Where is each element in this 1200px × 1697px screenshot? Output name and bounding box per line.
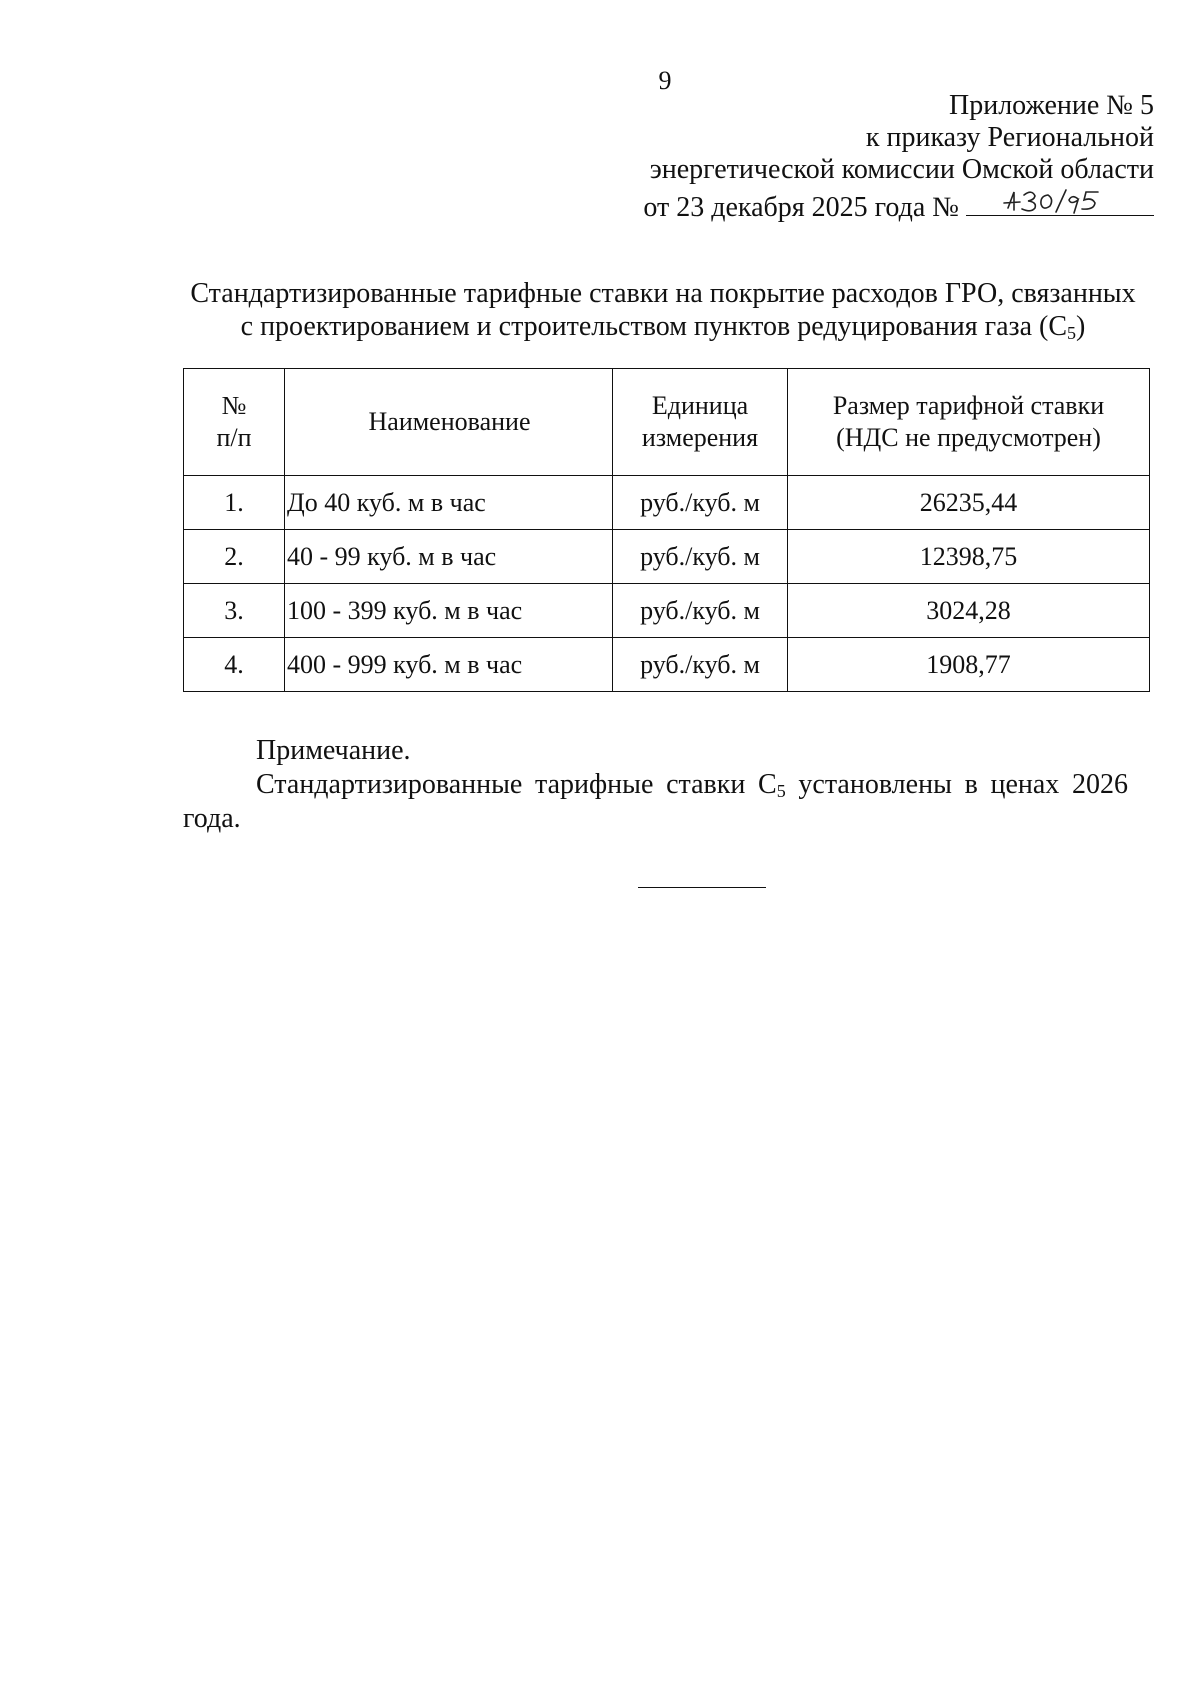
order-date: от 23 декабря 2025 года № <box>643 192 959 223</box>
page-number: 9 <box>658 66 672 95</box>
row-rate: 3024,28 <box>788 584 1150 638</box>
table-row <box>184 584 1150 638</box>
header-unit: Единица измерения <box>613 369 788 476</box>
document-title <box>168 277 1158 343</box>
table-row <box>184 476 1150 530</box>
table-header-row <box>184 369 1150 476</box>
row-number: 1. <box>184 476 285 530</box>
commission-name: энергетической комиссии Омской области <box>649 154 1154 185</box>
title-line-1: Стандартизированные тарифные ставки на покрытие расходов ГРО, связанных <box>190 278 1136 309</box>
row-unit: руб./куб. м <box>613 530 788 584</box>
title-line-2-text: с проектированием и строительством пунктов редуцирования газа (С <box>240 311 1068 342</box>
row-rate: 12398,75 <box>788 530 1150 584</box>
row-unit: руб./куб. м <box>613 476 788 530</box>
order-reference: к приказу Региональной <box>865 122 1154 153</box>
row-name: До 40 куб. м в час <box>285 476 613 530</box>
title-line-2 <box>168 310 1158 343</box>
header-name: Наименование <box>285 369 613 476</box>
row-number: 3. <box>184 584 285 638</box>
header-number: № п/п <box>184 369 285 476</box>
row-name: 400 - 999 куб. м в час <box>285 638 613 692</box>
row-unit: руб./куб. м <box>613 638 788 692</box>
title-line-2-end: ) <box>1076 311 1086 342</box>
row-name: 100 - 399 куб. м в час <box>285 584 613 638</box>
tariff-table <box>183 368 1150 692</box>
header-rate: Размер тарифной ставки (НДС не предусмотрен) <box>788 369 1150 476</box>
row-rate: 26235,44 <box>788 476 1150 530</box>
table-row <box>184 530 1150 584</box>
row-number: 2. <box>184 530 285 584</box>
note-subscript: 5 <box>776 781 786 801</box>
row-unit: руб./куб. м <box>613 584 788 638</box>
row-rate: 1908,77 <box>788 638 1150 692</box>
appendix-header <box>454 90 1154 224</box>
note-text: Стандартизированные тарифные ставки $С_5$ установлены в ценах 2026 года. <box>183 769 1128 834</box>
handwritten-order-number-icon <box>1000 186 1120 216</box>
title-subscript: 5 <box>1067 323 1077 343</box>
note-title: Примечание. <box>256 735 411 766</box>
order-number-field <box>966 186 1154 216</box>
end-divider <box>638 887 766 888</box>
table-row <box>184 638 1150 692</box>
row-name: 40 - 99 куб. м в час <box>285 530 613 584</box>
appendix-label: Приложение № 5 <box>949 90 1154 121</box>
row-number: 4. <box>184 638 285 692</box>
note-section <box>183 734 1128 836</box>
order-date-line <box>454 186 1154 224</box>
